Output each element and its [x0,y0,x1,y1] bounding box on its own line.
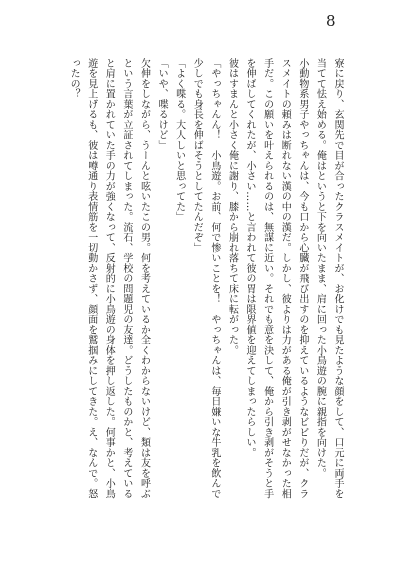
paragraph: 寮に戻り、玄関先で目が合ったクラスメイトが、お化けでも見たような顔をして、口元に両手を当てて怯え始める。俺はというと下を向いたまま、肩に回った小鳥遊の腕に親指を向けた。 [314,58,343,499]
vertical-text-body [60,58,346,503]
paragraph: 小動物系男子やっちゃんは、今も口から心臓が飛び出すのを抑えているようなビビりだが、クラスメイトの頼みは断れない漢の中の漢だ。しかし、彼よりは力がある俺が引き剥がせなかった相手だ。この願いを叶えられるのは、無謀に近い。それでも意を決して、俺から引き剥がそうと手を伸ばしてくれたが、小さい……と言われて彼の胃は限界値を迎えてしまったらしい。 [244,58,308,499]
dialogue-line: 「いや、喋るけど」 [156,58,168,151]
paragraph: 欠伸をしながら、うーんと呟いたこの男。何を考えているか全くわからないけど、類は友を呼ぶという言葉が立証されてしまった。流石、学校の問題児の友達。どうしたものかと、考えていると肩に置かれていた手の力が強くなって、反射的に小鳥遊の身体を押し返した。何事かと、小鳥遊を見上げるも、彼は噂通り表情筋を一切動かさず、顔面を鷲掴みにしてきた。え、なんで。怒ったの？ [68,58,150,499]
page-number: 8 [326,12,336,30]
paragraph: 彼はすまんと小さく俺に謝り、膝から崩れ落ちて床に転がった。 [226,58,238,356]
dialogue-line: 「やっちゃんん！ 小鳥遊。お前、何で惨いことを！ やっちゃんは、毎日嫌いな牛乳を飲んで少しでも身長を伸ばそうとしてたんだぞ」 [191,58,220,499]
dialogue-line: 「よく喋る。大人しいと思ってた」 [173,58,185,222]
